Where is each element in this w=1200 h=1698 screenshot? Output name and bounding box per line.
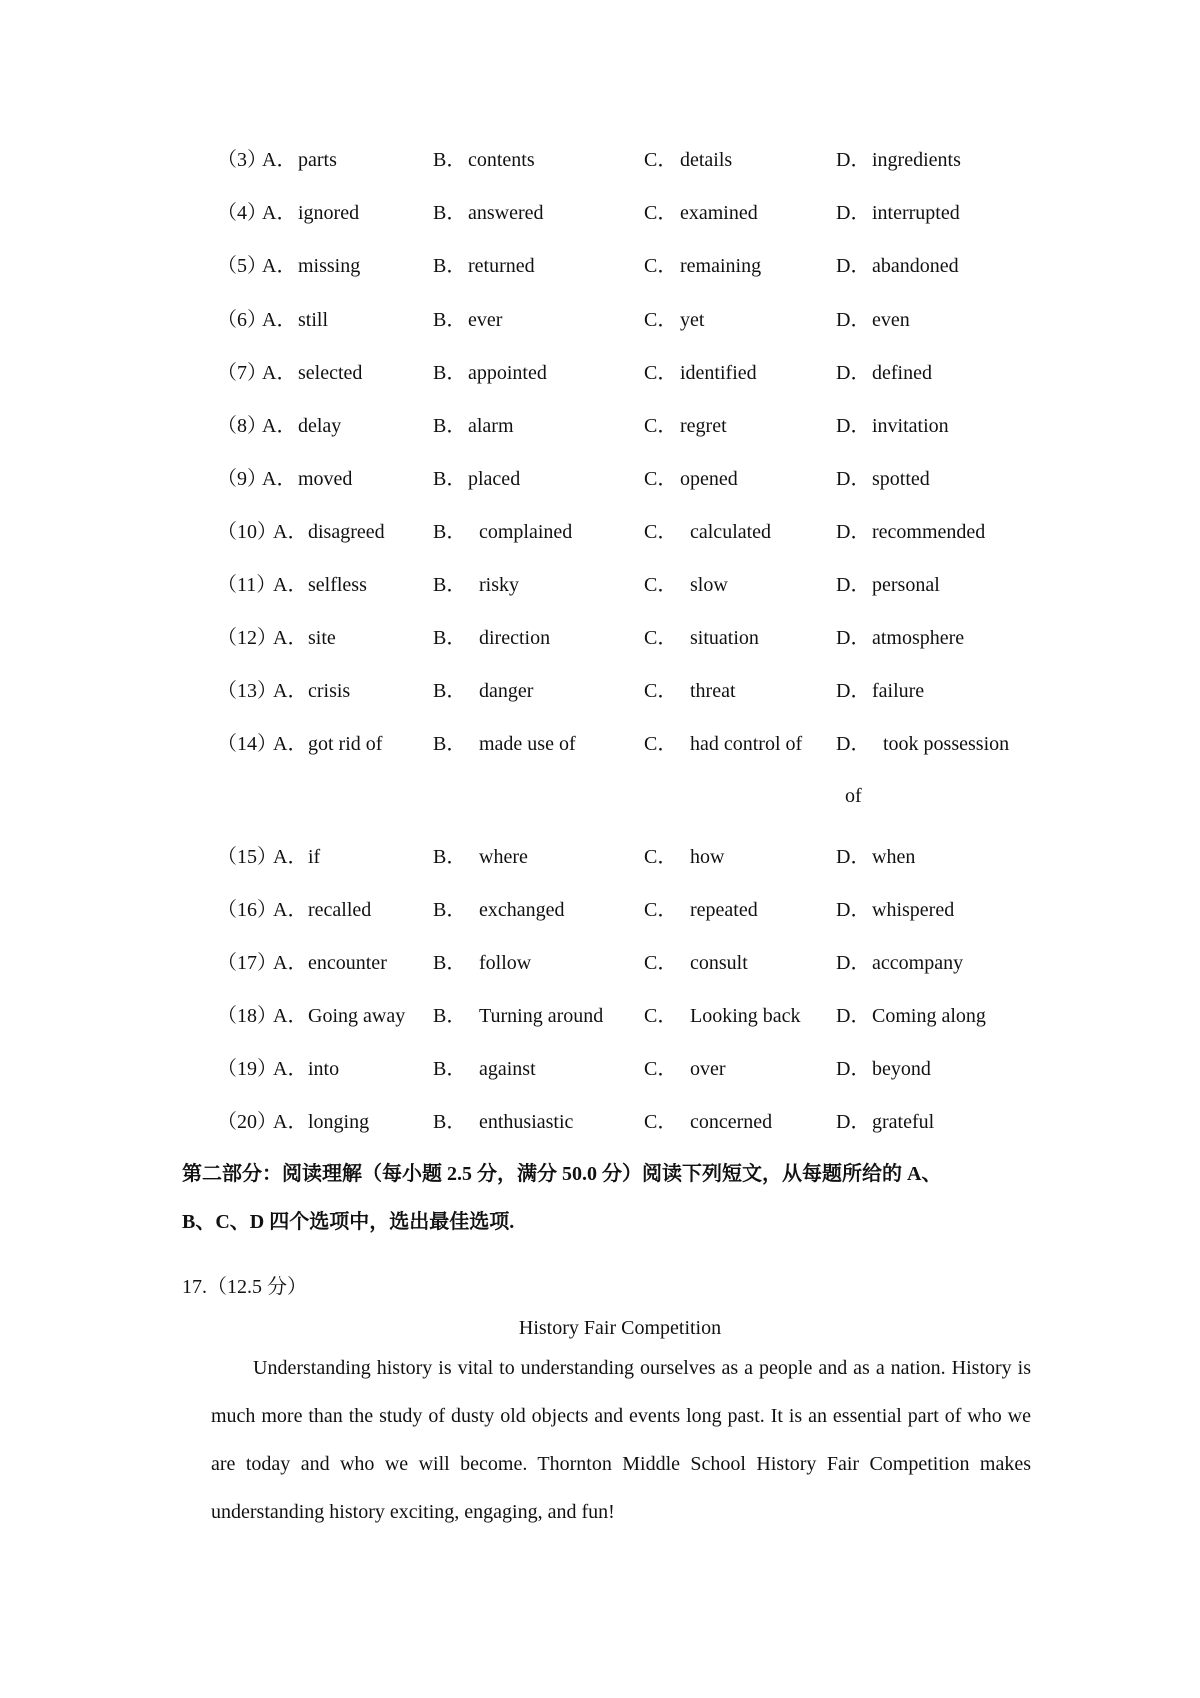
option-d-text: accompany bbox=[872, 952, 964, 974]
option-c-letter: C． bbox=[644, 1058, 678, 1080]
passage-title: History Fair Competition bbox=[518, 1317, 722, 1339]
option-c-letter: C． bbox=[644, 309, 678, 331]
question-number: （16） bbox=[217, 899, 277, 921]
option-d-letter: D． bbox=[836, 202, 871, 224]
option-c-text: remaining bbox=[680, 255, 762, 277]
option-d-text: when bbox=[872, 846, 916, 868]
option-d-text: recommended bbox=[872, 521, 986, 543]
option-a-letter: A． bbox=[273, 521, 308, 543]
passage-text: Understanding history is vital to understanding ourselves as a people and as a nation. History is much more than the study of dusty old objects and events long past. It is an essential part of who we are today and who we will become. Thornton Middle School History Fair Competition makes understanding history exciting, engaging, and fun! bbox=[211, 1357, 1031, 1523]
option-d-letter: D． bbox=[836, 733, 871, 755]
question-number: （10） bbox=[217, 521, 277, 543]
option-c-letter: C． bbox=[644, 846, 678, 868]
option-a-letter: A． bbox=[262, 468, 297, 490]
option-d-letter: D． bbox=[836, 680, 871, 702]
question-row bbox=[0, 951, 1200, 991]
option-b-letter: B． bbox=[433, 846, 467, 868]
option-c-text: had control of bbox=[690, 733, 803, 755]
option-a-text: longing bbox=[308, 1111, 370, 1133]
question-number: （7） bbox=[217, 362, 267, 384]
option-a-letter: A． bbox=[273, 899, 308, 921]
option-a-text: got rid of bbox=[308, 733, 383, 755]
question-number: （17） bbox=[217, 952, 277, 974]
option-b-letter: B． bbox=[433, 362, 467, 384]
option-b-letter: B． bbox=[433, 521, 467, 543]
question-row bbox=[0, 308, 1200, 348]
question-number: （12） bbox=[217, 627, 277, 649]
question-row bbox=[0, 1057, 1200, 1097]
option-b-text: complained bbox=[479, 521, 573, 543]
option-a-letter: A． bbox=[273, 952, 308, 974]
question-number: （15） bbox=[217, 846, 277, 868]
question-number: （4） bbox=[217, 202, 267, 224]
option-a-text: missing bbox=[298, 255, 361, 277]
option-c-letter: C． bbox=[644, 202, 678, 224]
option-c-text: opened bbox=[680, 468, 738, 490]
option-c-letter: C． bbox=[644, 627, 678, 649]
option-a-letter: A． bbox=[262, 362, 297, 384]
option-a-text: if bbox=[308, 846, 321, 868]
option-a-letter: A． bbox=[273, 1058, 308, 1080]
option-d-letter: D． bbox=[836, 846, 871, 868]
option-a-text: recalled bbox=[308, 899, 372, 921]
option-b-text: risky bbox=[479, 574, 519, 596]
question-number: （18） bbox=[217, 1005, 277, 1027]
option-b-letter: B． bbox=[433, 574, 467, 596]
question-number: （11） bbox=[217, 574, 277, 596]
question-row bbox=[0, 898, 1200, 938]
option-c-letter: C． bbox=[644, 415, 678, 437]
option-b-text: direction bbox=[479, 627, 551, 649]
option-d-text: invitation bbox=[872, 415, 949, 437]
option-d-text: even bbox=[872, 309, 910, 331]
option-d-letter: D． bbox=[836, 1005, 871, 1027]
option-d-letter: D． bbox=[836, 521, 871, 543]
option-b-letter: B． bbox=[433, 1005, 467, 1027]
question-row bbox=[0, 148, 1200, 188]
option-c-letter: C． bbox=[644, 1111, 678, 1133]
option-d-letter: D． bbox=[836, 952, 871, 974]
option-c-letter: C． bbox=[644, 255, 678, 277]
option-d-letter: D． bbox=[836, 468, 871, 490]
option-b-letter: B． bbox=[433, 952, 467, 974]
option-d-text: atmosphere bbox=[872, 627, 965, 649]
option-a-letter: A． bbox=[262, 415, 297, 437]
section-heading-line2: B、C、D 四个选项中，选出最佳选项. bbox=[182, 1211, 515, 1233]
question-number: （6） bbox=[217, 309, 267, 331]
option-a-letter: A． bbox=[262, 149, 297, 171]
option-a-text: selfless bbox=[308, 574, 367, 596]
option-d-text: beyond bbox=[872, 1058, 931, 1080]
section-heading-line1: 第二部分：阅读理解（每小题 2.5 分，满分 50.0 分）阅读下列短文，从每题所给的 A、 bbox=[182, 1163, 942, 1185]
option-c-text: slow bbox=[690, 574, 728, 596]
option-b-letter: B． bbox=[433, 255, 467, 277]
option-d-text: defined bbox=[872, 362, 932, 384]
question-row bbox=[0, 1110, 1200, 1150]
option-c-letter: C． bbox=[644, 574, 678, 596]
option-b-letter: B． bbox=[433, 149, 467, 171]
option-c-letter: C． bbox=[644, 362, 678, 384]
option-b-text: danger bbox=[479, 680, 534, 702]
option-b-text: alarm bbox=[468, 415, 514, 437]
option-a-letter: A． bbox=[273, 1005, 308, 1027]
option-a-text: encounter bbox=[308, 952, 387, 974]
option-c-text: consult bbox=[690, 952, 748, 974]
option-d-letter: D． bbox=[836, 1058, 871, 1080]
option-c-text: how bbox=[690, 846, 725, 868]
option-b-letter: B． bbox=[433, 202, 467, 224]
option-b-text: contents bbox=[468, 149, 535, 171]
option-d-letter: D． bbox=[836, 309, 871, 331]
question-number: （3） bbox=[217, 149, 267, 171]
option-d-text: ingredients bbox=[872, 149, 961, 171]
option-d-text: whispered bbox=[872, 899, 955, 921]
option-d-continuation: of bbox=[845, 785, 862, 807]
option-a-letter: A． bbox=[273, 1111, 308, 1133]
question-row bbox=[0, 573, 1200, 613]
question-row bbox=[0, 201, 1200, 241]
option-c-letter: C． bbox=[644, 733, 678, 755]
option-c-letter: C． bbox=[644, 468, 678, 490]
option-d-letter: D． bbox=[836, 255, 871, 277]
option-a-letter: A． bbox=[273, 846, 308, 868]
question-number: （9） bbox=[217, 468, 267, 490]
question-row bbox=[0, 467, 1200, 507]
option-b-text: Turning around bbox=[479, 1005, 604, 1027]
question-number: （13） bbox=[217, 680, 277, 702]
option-a-letter: A． bbox=[262, 255, 297, 277]
question-row bbox=[0, 626, 1200, 666]
option-d-text: abandoned bbox=[872, 255, 959, 277]
question-row bbox=[0, 1004, 1200, 1044]
option-c-letter: C． bbox=[644, 1005, 678, 1027]
option-c-text: details bbox=[680, 149, 733, 171]
option-a-text: parts bbox=[298, 149, 337, 171]
question-row bbox=[0, 414, 1200, 454]
question-row bbox=[0, 679, 1200, 719]
option-d-text: took possession bbox=[883, 733, 1010, 755]
option-b-letter: B． bbox=[433, 468, 467, 490]
option-c-text: calculated bbox=[690, 521, 772, 543]
option-c-text: situation bbox=[690, 627, 759, 649]
option-c-text: over bbox=[690, 1058, 726, 1080]
option-b-letter: B． bbox=[433, 1111, 467, 1133]
option-a-text: ignored bbox=[298, 202, 360, 224]
option-a-text: still bbox=[298, 309, 329, 331]
option-b-text: ever bbox=[468, 309, 503, 331]
option-b-letter: B． bbox=[433, 680, 467, 702]
option-b-text: appointed bbox=[468, 362, 547, 384]
option-b-letter: B． bbox=[433, 309, 467, 331]
option-c-text: threat bbox=[690, 680, 736, 702]
passage-paragraph bbox=[211, 1344, 1031, 1536]
option-b-letter: B． bbox=[433, 627, 467, 649]
option-a-letter: A． bbox=[262, 309, 297, 331]
option-b-text: where bbox=[479, 846, 528, 868]
option-a-text: selected bbox=[298, 362, 363, 384]
option-b-text: made use of bbox=[479, 733, 576, 755]
question-row bbox=[0, 732, 1200, 772]
option-c-letter: C． bbox=[644, 899, 678, 921]
option-d-letter: D． bbox=[836, 899, 871, 921]
option-d-text: grateful bbox=[872, 1111, 935, 1133]
question-number: （14） bbox=[217, 733, 277, 755]
option-c-text: repeated bbox=[690, 899, 758, 921]
option-b-letter: B． bbox=[433, 733, 467, 755]
option-d-text: interrupted bbox=[872, 202, 960, 224]
option-a-text: Going away bbox=[308, 1005, 406, 1027]
option-a-text: delay bbox=[298, 415, 342, 437]
option-b-letter: B． bbox=[433, 415, 467, 437]
option-d-letter: D． bbox=[836, 149, 871, 171]
option-d-letter: D． bbox=[836, 415, 871, 437]
question-number: （5） bbox=[217, 255, 267, 277]
option-b-text: enthusiastic bbox=[479, 1111, 574, 1133]
option-c-text: yet bbox=[680, 309, 705, 331]
option-d-text: personal bbox=[872, 574, 940, 596]
question-row bbox=[0, 845, 1200, 885]
option-a-letter: A． bbox=[273, 733, 308, 755]
option-a-letter: A． bbox=[273, 574, 308, 596]
option-c-text: concerned bbox=[690, 1111, 773, 1133]
option-d-letter: D． bbox=[836, 627, 871, 649]
option-d-text: failure bbox=[872, 680, 925, 702]
option-b-text: follow bbox=[479, 952, 532, 974]
question-number: （19） bbox=[217, 1058, 277, 1080]
question-number: （8） bbox=[217, 415, 267, 437]
option-a-letter: A． bbox=[273, 680, 308, 702]
option-c-letter: C． bbox=[644, 952, 678, 974]
question-row bbox=[0, 254, 1200, 294]
option-b-text: against bbox=[479, 1058, 536, 1080]
option-c-letter: C． bbox=[644, 521, 678, 543]
option-b-text: returned bbox=[468, 255, 535, 277]
option-a-text: disagreed bbox=[308, 521, 385, 543]
option-c-letter: C． bbox=[644, 680, 678, 702]
option-a-letter: A． bbox=[273, 627, 308, 649]
option-d-letter: D． bbox=[836, 1111, 871, 1133]
question-row bbox=[0, 520, 1200, 560]
option-b-letter: B． bbox=[433, 899, 467, 921]
option-b-letter: B． bbox=[433, 1058, 467, 1080]
option-c-text: examined bbox=[680, 202, 758, 224]
option-d-text: spotted bbox=[872, 468, 930, 490]
option-d-text: Coming along bbox=[872, 1005, 986, 1027]
option-a-text: moved bbox=[298, 468, 353, 490]
option-b-text: answered bbox=[468, 202, 544, 224]
option-d-letter: D． bbox=[836, 574, 871, 596]
option-c-text: Looking back bbox=[690, 1005, 801, 1027]
option-c-text: identified bbox=[680, 362, 757, 384]
option-b-text: placed bbox=[468, 468, 521, 490]
option-b-text: exchanged bbox=[479, 899, 565, 921]
option-a-text: site bbox=[308, 627, 336, 649]
question-17-label: 17.（12.5 分） bbox=[182, 1276, 307, 1298]
option-a-letter: A． bbox=[262, 202, 297, 224]
option-d-letter: D． bbox=[836, 362, 871, 384]
option-c-letter: C． bbox=[644, 149, 678, 171]
option-c-text: regret bbox=[680, 415, 727, 437]
option-a-text: crisis bbox=[308, 680, 351, 702]
question-number: （20） bbox=[217, 1111, 277, 1133]
option-a-text: into bbox=[308, 1058, 340, 1080]
question-row bbox=[0, 361, 1200, 401]
